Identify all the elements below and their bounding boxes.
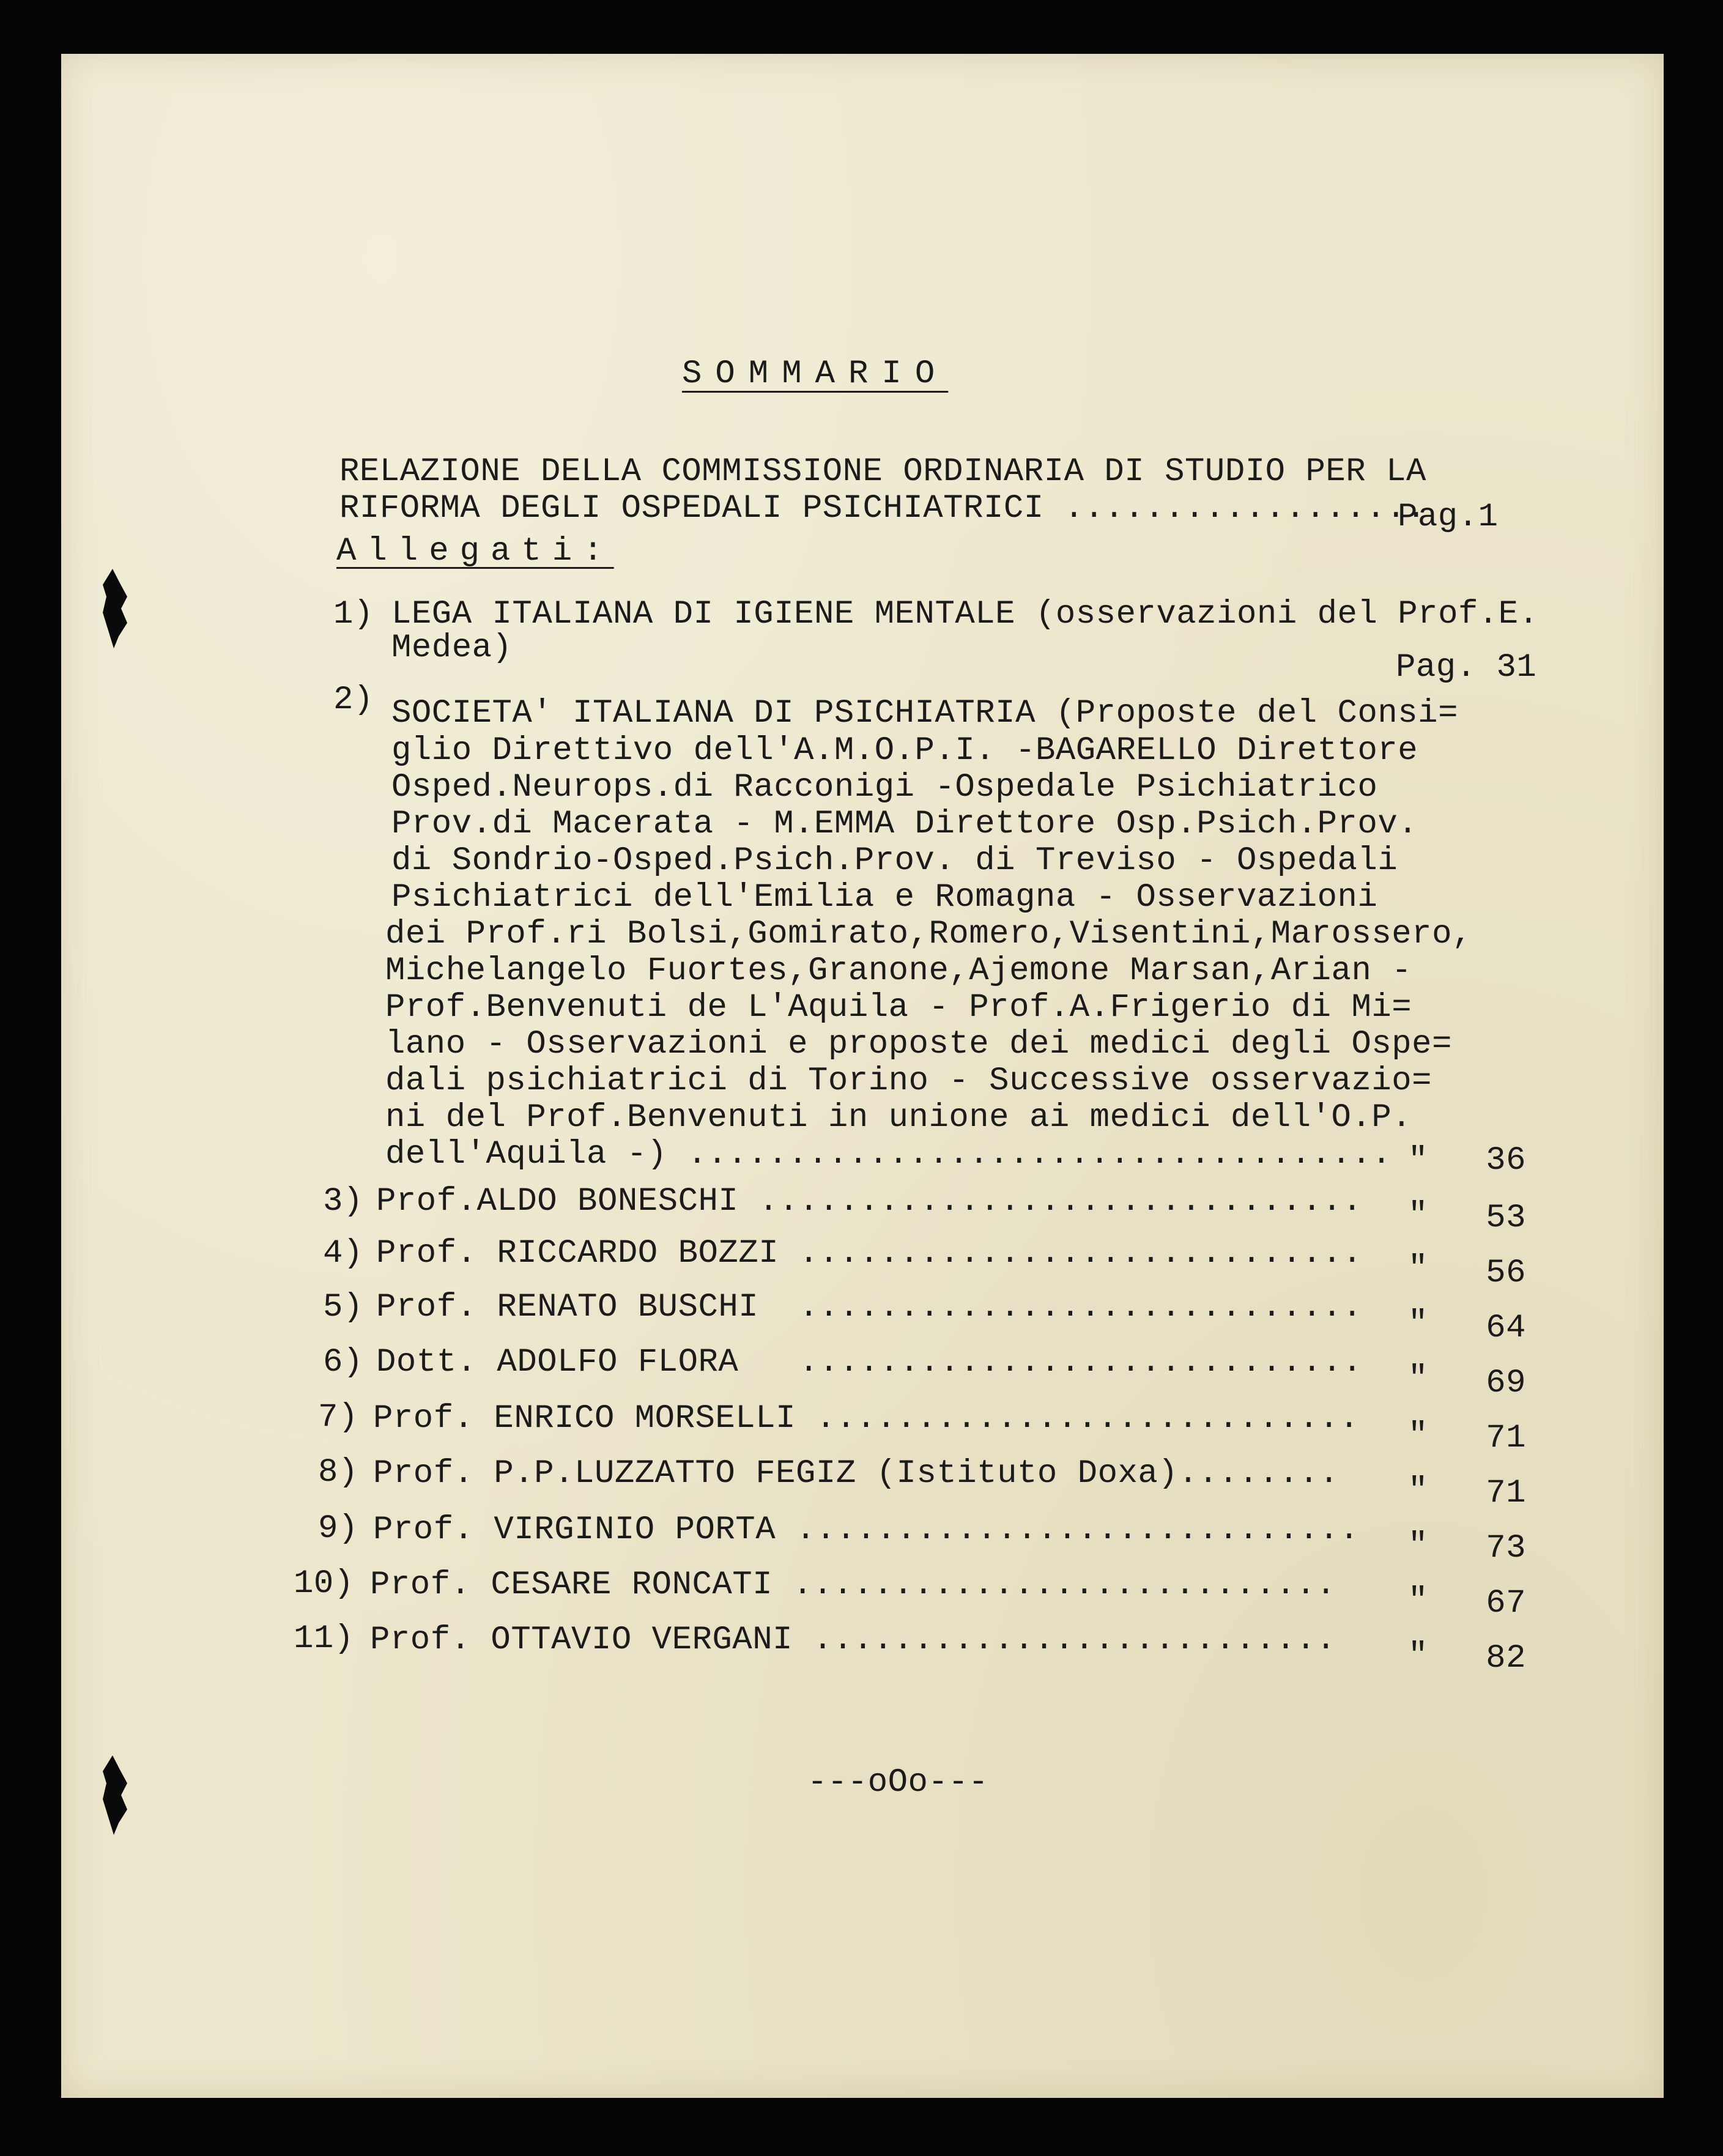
entry-number: 5) <box>323 1289 363 1326</box>
entry-text-line: Osped.Neurops.di Racconigi -Ospedale Psichiatrico <box>391 769 1378 806</box>
entry-page: 56 <box>1486 1254 1526 1292</box>
entry-text: Prof.ALDO BONESCHI .............................. <box>376 1183 1363 1220</box>
entry-text-line: dell'Aquila -) ................................... <box>385 1136 1392 1173</box>
entry-number: 3) <box>323 1183 363 1220</box>
entry-text-line: Prov.di Macerata - M.EMMA Direttore Osp.Psich.Prov. <box>391 806 1418 843</box>
ditto-mark: " <box>1408 1582 1428 1620</box>
relazione-line-1: RELAZIONE DELLA COMMISSIONE ORDINARIA DI STUDIO PER LA <box>339 453 1426 491</box>
entry-number: 4) <box>323 1235 363 1272</box>
entry-text-line: dali psichiatrici di Torino - Successive osservazio= <box>385 1062 1432 1100</box>
entry-number: 10) <box>294 1565 354 1602</box>
entry-text: Prof. CESARE RONCATI ........................... <box>370 1566 1336 1604</box>
page-title: SOMMARIO <box>682 355 949 393</box>
entry-page: 71 <box>1486 1475 1526 1512</box>
entry-number: 2) <box>333 681 374 719</box>
entry-number: 11) <box>294 1620 354 1658</box>
entry-text-line: Medea) <box>391 629 513 667</box>
entry-text-line: Psichiatrici dell'Emilia e Romagna - Osservazioni <box>391 879 1378 916</box>
entry-text-line: dei Prof.ri Bolsi,Gomirato,Romero,Visentini,Marossero, <box>385 916 1472 953</box>
entry-text-line: di Sondrio-Osped.Psich.Prov. di Treviso - Ospedali <box>391 842 1398 880</box>
entry-page: Pag. 31 <box>1396 649 1537 686</box>
entry-text-line: LEGA ITALIANA DI IGIENE MENTALE (osservazioni del Prof.E. <box>391 596 1539 633</box>
entry-number: 1) <box>333 596 374 633</box>
ditto-mark: " <box>1408 1197 1428 1234</box>
ditto-mark: " <box>1408 1527 1428 1565</box>
entry-page: 36 <box>1486 1142 1526 1179</box>
footer-separator: ---oOo--- <box>807 1764 989 1801</box>
entry-text: Prof. ENRICO MORSELLI ........................... <box>373 1400 1360 1437</box>
ditto-mark: " <box>1408 1305 1428 1343</box>
ditto-mark: " <box>1408 1417 1428 1454</box>
entry-text-line: lano - Osservazioni e proposte dei medici degli Ospe= <box>385 1026 1452 1063</box>
relazione-page: Pag.1 <box>1398 498 1499 536</box>
entry-text: Prof. OTTAVIO VERGANI .......................... <box>370 1621 1336 1659</box>
relazione-line-2: RIFORMA DEGLI OSPEDALI PSICHIATRICI .................. <box>339 490 1426 527</box>
ditto-mark: " <box>1408 1250 1428 1287</box>
entry-number: 6) <box>323 1344 363 1381</box>
entry-text-line: ni del Prof.Benvenuti in unione ai medici dell'O.P. <box>385 1099 1412 1136</box>
entry-page: 73 <box>1486 1530 1526 1567</box>
ditto-mark: " <box>1408 1637 1428 1675</box>
entry-page: 71 <box>1486 1420 1526 1457</box>
entry-page: 69 <box>1486 1365 1526 1402</box>
entry-text: Dott. ADOLFO FLORA ............................ <box>376 1344 1363 1381</box>
entry-text-line: SOCIETA' ITALIANA DI PSICHIATRIA (Proposte del Consi= <box>391 695 1458 732</box>
entry-text: Prof. RICCARDO BOZZI ............................ <box>376 1235 1363 1272</box>
entry-page: 64 <box>1486 1310 1526 1347</box>
ditto-mark: " <box>1408 1472 1428 1510</box>
entry-page: 67 <box>1486 1585 1526 1622</box>
entry-number: 9) <box>318 1510 358 1547</box>
entry-text-line: Prof.Benvenuti de L'Aquila - Prof.A.Frigerio di Mi= <box>385 989 1412 1026</box>
entry-text-line: glio Direttivo dell'A.M.O.P.I. -BAGARELLO Direttore <box>391 732 1418 769</box>
entry-number: 8) <box>318 1454 358 1491</box>
ditto-mark: " <box>1408 1360 1428 1398</box>
entry-text: Prof. VIRGINIO PORTA ............................ <box>373 1511 1360 1549</box>
entry-page: 53 <box>1486 1199 1526 1237</box>
entry-page: 82 <box>1486 1640 1526 1677</box>
entry-text: Prof. RENATO BUSCHI ............................ <box>376 1289 1363 1326</box>
entry-number: 7) <box>318 1399 358 1436</box>
allegati-heading: Allegati: <box>336 533 614 570</box>
entry-text: Prof. P.P.LUZZATTO FEGIZ (Istituto Doxa)........ <box>373 1455 1339 1492</box>
entry-text-line: Michelangelo Fuortes,Granone,Ajemone Marsan,Arian - <box>385 952 1412 990</box>
ditto-mark: " <box>1408 1142 1428 1179</box>
